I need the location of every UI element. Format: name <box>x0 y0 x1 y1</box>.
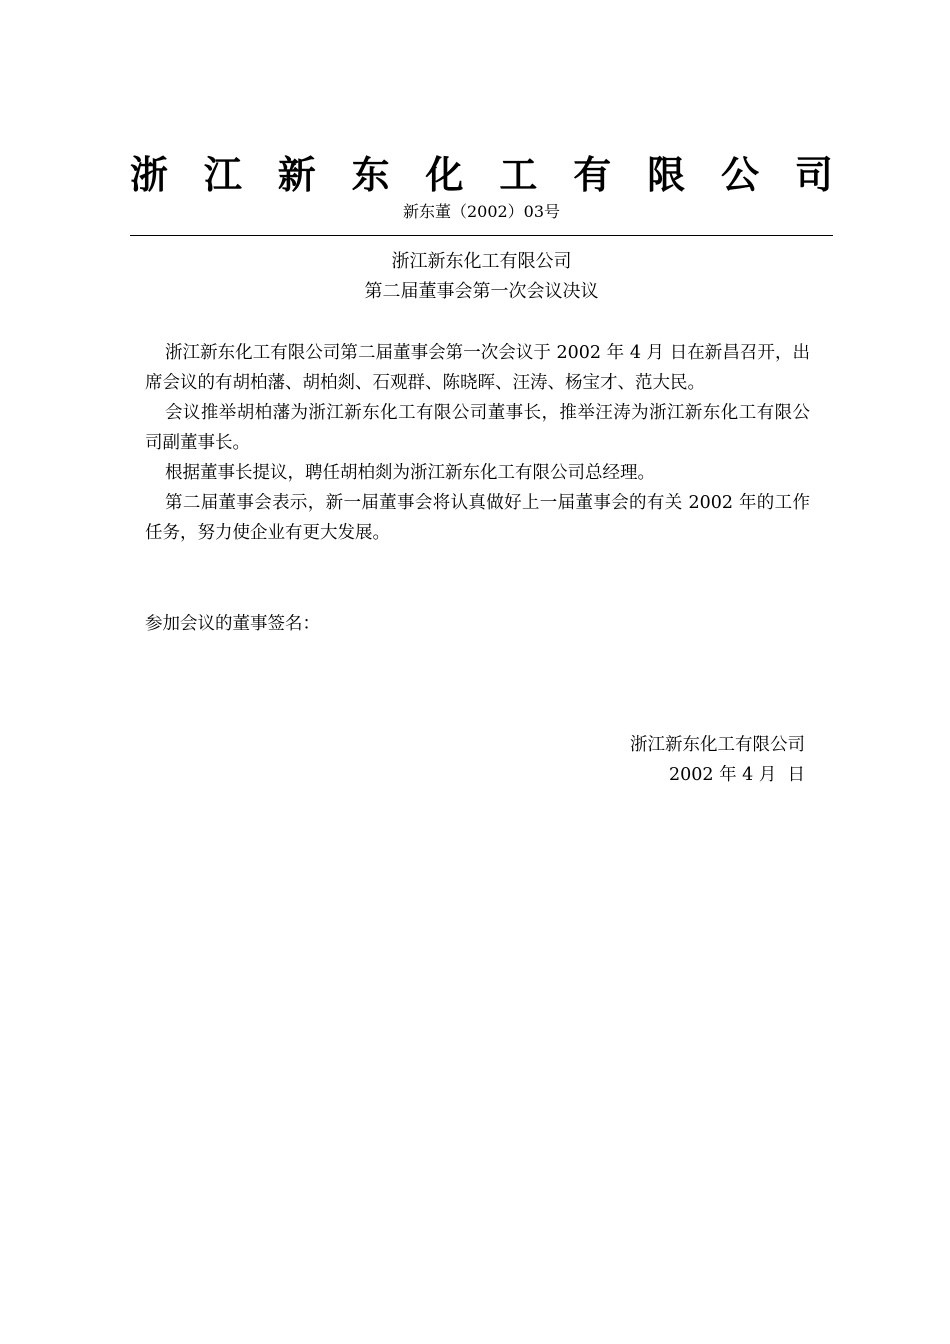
resolution-body <box>145 338 810 548</box>
letterhead-title-char: 司 <box>794 153 833 197</box>
letterhead-title-char: 浙 <box>130 153 169 197</box>
letterhead-title-char: 东 <box>351 153 390 197</box>
footer-company: 浙江新东化工有限公司 <box>630 735 805 755</box>
letterhead-title-char: 有 <box>573 153 612 197</box>
director-signature-label: 参加会议的董事签名： <box>145 614 320 634</box>
letterhead-title-char: 限 <box>647 153 686 197</box>
footer-block <box>630 730 805 790</box>
document-number: 新东董（2002）03号 <box>402 202 561 221</box>
resolution-heading-title: 第二届董事会第一次会议决议 <box>364 281 599 302</box>
footer-date: 2002 年 4 月 日 <box>669 765 805 785</box>
letterhead-title-char: 江 <box>203 153 242 197</box>
resolution-heading-company: 浙江新东化工有限公司 <box>391 251 572 272</box>
body-paragraph: 根据董事长提议，聘任胡柏剡为浙江新东化工有限公司总经理。 <box>165 463 655 483</box>
body-paragraph: 浙江新东化工有限公司第二届董事会第一次会议于 2002 年 4 月 日在新昌召开，出席会议的有胡柏藩、胡柏剡、石观群、陈晓晖、汪涛、杨宝才、范大民。 <box>145 343 810 393</box>
header-divider <box>130 235 833 236</box>
body-paragraph: 会议推举胡柏藩为浙江新东化工有限公司董事长，推举汪涛为浙江新东化工有限公司副董事长。 <box>145 403 810 453</box>
body-paragraph: 第二届董事会表示，新一届董事会将认真做好上一届董事会的有关 2002 年的工作任务，努力使企业有更大发展。 <box>145 493 810 543</box>
letterhead-title-char: 公 <box>721 153 760 197</box>
letterhead-title-char: 工 <box>499 153 538 197</box>
letterhead-title <box>130 150 833 200</box>
letterhead-title-char: 化 <box>425 153 464 197</box>
letterhead-title-char: 新 <box>277 153 316 197</box>
